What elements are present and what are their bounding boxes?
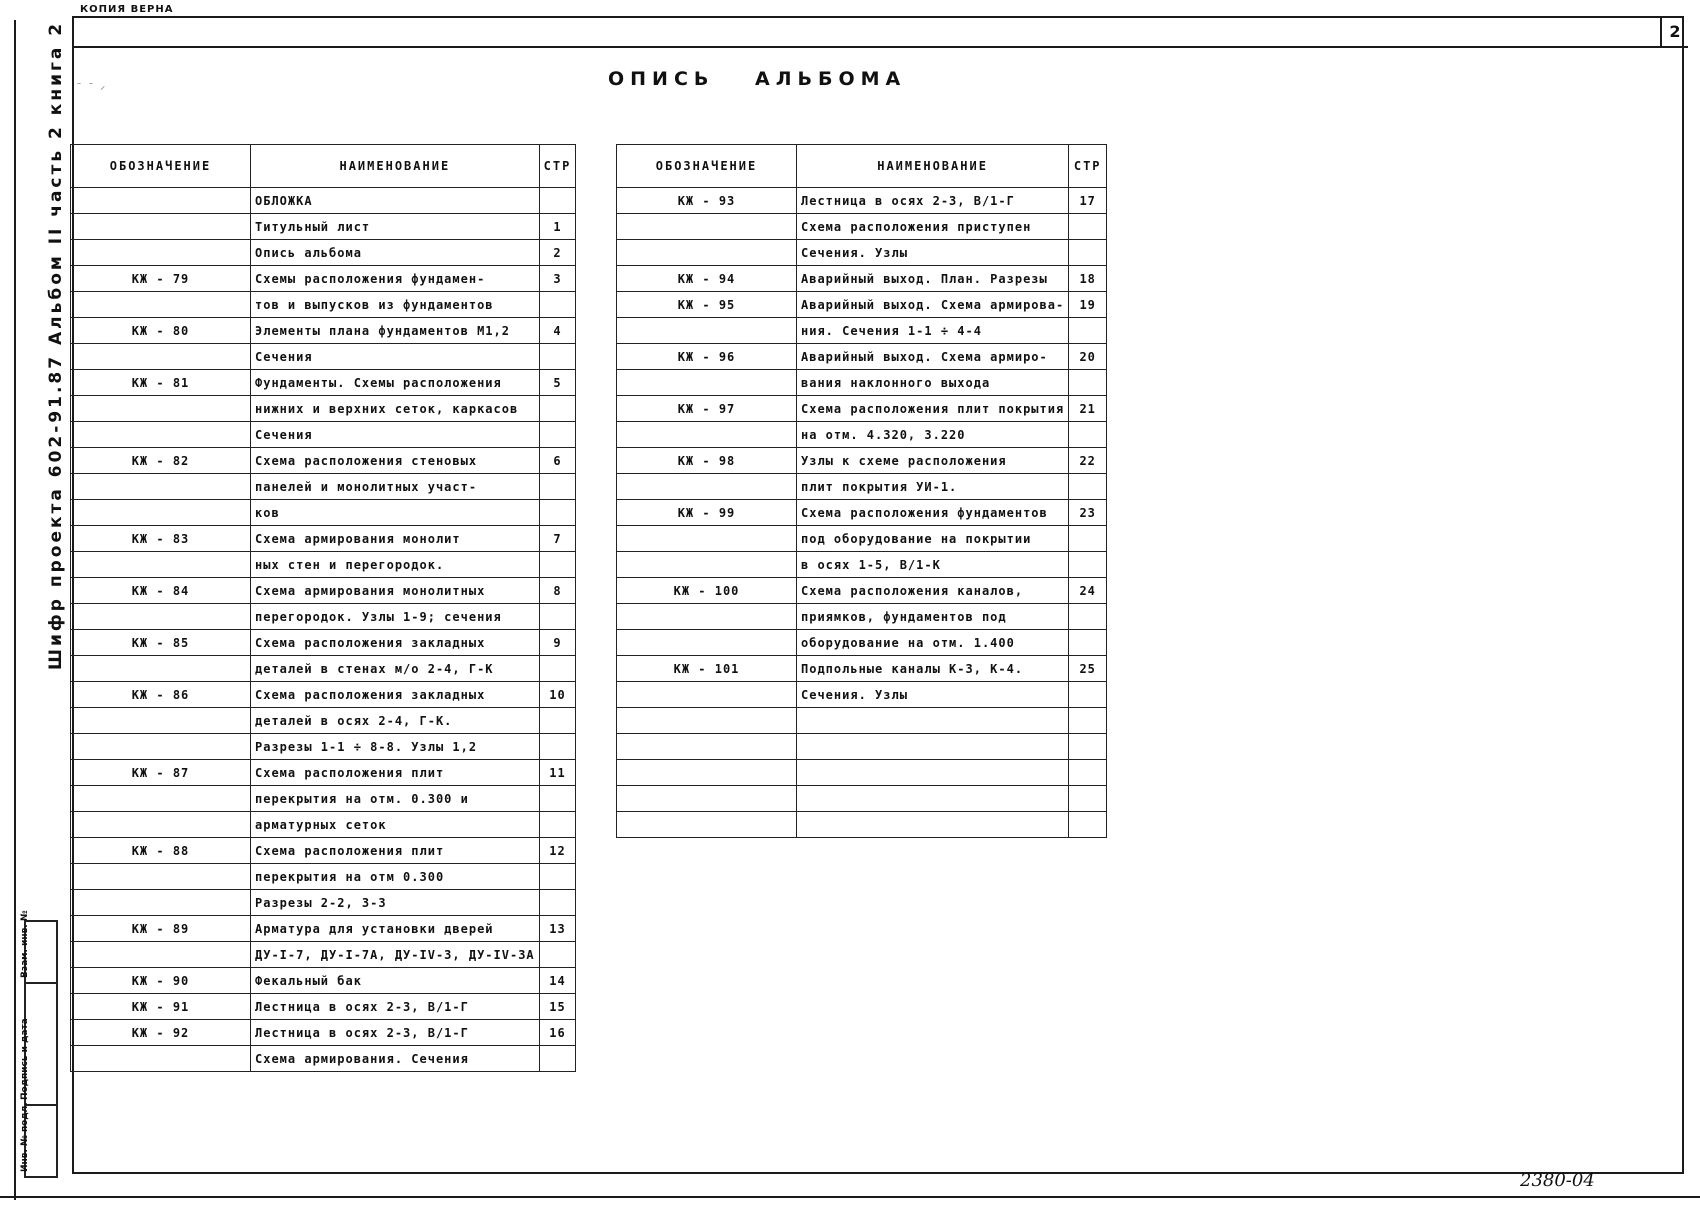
cell-name: нижних и верхних сеток, каркасов bbox=[251, 396, 540, 422]
cell-name: Фундаменты. Схемы расположения bbox=[251, 370, 540, 396]
cell-page: 10 bbox=[539, 682, 576, 708]
cell-designation bbox=[71, 422, 251, 448]
cell-designation: КЖ - 100 bbox=[617, 578, 797, 604]
cell-designation: КЖ - 85 bbox=[71, 630, 251, 656]
table-row bbox=[71, 838, 576, 864]
table-row bbox=[71, 266, 576, 292]
table-row bbox=[71, 630, 576, 656]
cell-name: Арматура для установки дверей bbox=[251, 916, 540, 942]
cell-page: 13 bbox=[539, 916, 576, 942]
cell-designation bbox=[617, 422, 797, 448]
stamp-label: Взам. инв. № bbox=[20, 910, 30, 978]
cell-designation: КЖ - 94 bbox=[617, 266, 797, 292]
table-row bbox=[71, 734, 576, 760]
cell-name: ДУ-I-7, ДУ-I-7А, ДУ-IV-3, ДУ-IV-3А bbox=[251, 942, 540, 968]
cell-designation: КЖ - 90 bbox=[71, 968, 251, 994]
cell-name: Подпольные каналы К-3, К-4. bbox=[797, 656, 1069, 682]
table-row bbox=[71, 994, 576, 1020]
cell-name: приямков, фундаментов под bbox=[797, 604, 1069, 630]
table-row bbox=[71, 942, 576, 968]
cell-page bbox=[1069, 474, 1107, 500]
cell-designation bbox=[617, 682, 797, 708]
table-row bbox=[71, 188, 576, 214]
table-row bbox=[71, 1020, 576, 1046]
cell-designation bbox=[71, 552, 251, 578]
table-row bbox=[71, 526, 576, 552]
cell-name: Аварийный выход. Схема армиро- bbox=[797, 344, 1069, 370]
table-row bbox=[617, 344, 1107, 370]
column-header-designation: ОБОЗНАЧЕНИЕ bbox=[71, 145, 251, 188]
cell-designation: КЖ - 79 bbox=[71, 266, 251, 292]
cell-name: Лестница в осях 2-3, В/1-Г bbox=[251, 1020, 540, 1046]
cell-designation: КЖ - 82 bbox=[71, 448, 251, 474]
cell-page bbox=[539, 812, 576, 838]
column-header-designation: ОБОЗНАЧЕНИЕ bbox=[617, 145, 797, 188]
cell-page bbox=[1069, 630, 1107, 656]
table-row bbox=[617, 500, 1107, 526]
cell-page bbox=[539, 188, 576, 214]
cell-page bbox=[539, 864, 576, 890]
cell-designation bbox=[617, 630, 797, 656]
cell-name: тов и выпусков из фундаментов bbox=[251, 292, 540, 318]
table-row bbox=[71, 396, 576, 422]
cell-name: арматурных сеток bbox=[251, 812, 540, 838]
cell-page bbox=[1069, 552, 1107, 578]
cell-designation bbox=[617, 240, 797, 266]
cell-page bbox=[539, 656, 576, 682]
table-body bbox=[617, 188, 1107, 838]
cell-designation: КЖ - 99 bbox=[617, 500, 797, 526]
cell-designation: КЖ - 87 bbox=[71, 760, 251, 786]
table-row bbox=[71, 552, 576, 578]
cell-designation: КЖ - 88 bbox=[71, 838, 251, 864]
cell-name: Схема расположения закладных bbox=[251, 630, 540, 656]
cell-designation bbox=[71, 500, 251, 526]
copy-stamp: КОПИЯ ВЕРНА bbox=[80, 4, 174, 15]
cell-name: в осях 1-5, В/1-К bbox=[797, 552, 1069, 578]
column-header-name: НАИМЕНОВАНИЕ bbox=[251, 145, 540, 188]
cell-designation: КЖ - 96 bbox=[617, 344, 797, 370]
cell-page: 2 bbox=[539, 240, 576, 266]
cell-designation bbox=[617, 786, 797, 812]
cell-page bbox=[539, 344, 576, 370]
cell-page bbox=[539, 942, 576, 968]
sheet-bottom-edge bbox=[0, 1196, 1700, 1198]
table-row bbox=[617, 370, 1107, 396]
cell-page bbox=[539, 474, 576, 500]
cell-page bbox=[1069, 422, 1107, 448]
table-row bbox=[617, 214, 1107, 240]
cell-page bbox=[1069, 526, 1107, 552]
cell-designation: КЖ - 89 bbox=[71, 916, 251, 942]
cell-page: 11 bbox=[539, 760, 576, 786]
table-row bbox=[71, 864, 576, 890]
cell-name: ных стен и перегородок. bbox=[251, 552, 540, 578]
cell-designation bbox=[617, 214, 797, 240]
cell-designation bbox=[617, 734, 797, 760]
cell-page: 6 bbox=[539, 448, 576, 474]
cell-name: перекрытия на отм. 0.300 и bbox=[251, 786, 540, 812]
cell-page: 8 bbox=[539, 578, 576, 604]
table-row bbox=[617, 786, 1107, 812]
cell-name: Схема расположения приступен bbox=[797, 214, 1069, 240]
cell-page bbox=[1069, 760, 1107, 786]
cell-name: перегородок. Узлы 1-9; сечения bbox=[251, 604, 540, 630]
cell-name: деталей в стенах м/о 2-4, Г-К bbox=[251, 656, 540, 682]
sheet-left-edge bbox=[14, 20, 16, 1200]
cell-designation bbox=[71, 734, 251, 760]
cell-name: Схема расположения плит bbox=[251, 838, 540, 864]
cell-name: Опись альбома bbox=[251, 240, 540, 266]
cell-name: деталей в осях 2-4, Г-К. bbox=[251, 708, 540, 734]
cell-designation bbox=[71, 708, 251, 734]
table-row bbox=[617, 266, 1107, 292]
frame-header-line bbox=[72, 46, 1684, 48]
table-row bbox=[617, 318, 1107, 344]
cell-designation bbox=[71, 214, 251, 240]
cell-designation bbox=[617, 708, 797, 734]
table-row bbox=[617, 630, 1107, 656]
cell-page bbox=[1069, 734, 1107, 760]
cell-page: 18 bbox=[1069, 266, 1107, 292]
table-row bbox=[71, 890, 576, 916]
cell-page: 19 bbox=[1069, 292, 1107, 318]
cell-designation bbox=[71, 188, 251, 214]
cell-name: Лестница в осях 2-3, В/1-Г bbox=[251, 994, 540, 1020]
cell-page bbox=[539, 786, 576, 812]
cell-designation bbox=[71, 292, 251, 318]
table-row bbox=[71, 448, 576, 474]
cell-page bbox=[539, 708, 576, 734]
cell-name: Схема армирования монолитных bbox=[251, 578, 540, 604]
project-caption: Шифр проекта 602-91.87 Альбом II часть 2 книга 2 bbox=[46, 20, 66, 670]
cell-name: Схема расположения плит bbox=[251, 760, 540, 786]
album-index-table-right bbox=[616, 144, 1107, 838]
cell-page bbox=[1069, 240, 1107, 266]
cell-designation bbox=[71, 344, 251, 370]
table-row bbox=[71, 318, 576, 344]
cell-name: Лестница в осях 2-3, В/1-Г bbox=[797, 188, 1069, 214]
table-row bbox=[71, 344, 576, 370]
table-row bbox=[71, 292, 576, 318]
cell-designation: КЖ - 86 bbox=[71, 682, 251, 708]
cell-designation bbox=[617, 474, 797, 500]
cell-page bbox=[539, 422, 576, 448]
cell-designation: КЖ - 91 bbox=[71, 994, 251, 1020]
cell-designation bbox=[617, 812, 797, 838]
table-row bbox=[617, 422, 1107, 448]
stamp-label: Инв. № подл. bbox=[20, 1102, 30, 1172]
table-row bbox=[71, 656, 576, 682]
sheet-number: 2 bbox=[1660, 18, 1688, 48]
cell-page: 3 bbox=[539, 266, 576, 292]
cell-page bbox=[539, 604, 576, 630]
stamp-blank-column bbox=[34, 920, 58, 1178]
cell-page bbox=[1069, 812, 1107, 838]
cell-page: 9 bbox=[539, 630, 576, 656]
cell-name: Схема расположения каналов, bbox=[797, 578, 1069, 604]
cell-page: 4 bbox=[539, 318, 576, 344]
cell-name: Элементы плана фундаментов М1,2 bbox=[251, 318, 540, 344]
table-row bbox=[617, 760, 1107, 786]
table-row bbox=[71, 422, 576, 448]
cell-designation: КЖ - 97 bbox=[617, 396, 797, 422]
cell-designation: КЖ - 84 bbox=[71, 578, 251, 604]
cell-page: 7 bbox=[539, 526, 576, 552]
table-row bbox=[617, 240, 1107, 266]
cell-name: оборудование на отм. 1.400 bbox=[797, 630, 1069, 656]
table-row bbox=[617, 396, 1107, 422]
cell-page: 20 bbox=[1069, 344, 1107, 370]
table-row bbox=[617, 552, 1107, 578]
cell-name: Схема расположения закладных bbox=[251, 682, 540, 708]
cell-designation bbox=[617, 604, 797, 630]
cell-name: Фекальный бак bbox=[251, 968, 540, 994]
table-row bbox=[71, 1046, 576, 1072]
inventory-number: 2380-04 bbox=[1520, 1170, 1595, 1191]
cell-designation bbox=[71, 396, 251, 422]
cell-page bbox=[1069, 604, 1107, 630]
page-title: ОПИСЬ АЛЬБОМА bbox=[608, 68, 907, 90]
cell-name: Сечения. Узлы bbox=[797, 240, 1069, 266]
cell-page: 24 bbox=[1069, 578, 1107, 604]
cell-designation: КЖ - 101 bbox=[617, 656, 797, 682]
cell-designation bbox=[617, 318, 797, 344]
cell-page: 15 bbox=[539, 994, 576, 1020]
table-row bbox=[617, 474, 1107, 500]
table-row bbox=[71, 578, 576, 604]
table-row bbox=[617, 812, 1107, 838]
table-row bbox=[71, 370, 576, 396]
cell-designation bbox=[71, 890, 251, 916]
cell-page: 23 bbox=[1069, 500, 1107, 526]
table-header-row bbox=[71, 145, 576, 188]
cell-page: 16 bbox=[539, 1020, 576, 1046]
cell-page bbox=[539, 396, 576, 422]
cell-name: ния. Сечения 1-1 ÷ 4-4 bbox=[797, 318, 1069, 344]
cell-page bbox=[1069, 370, 1107, 396]
table-row bbox=[71, 812, 576, 838]
table-row bbox=[617, 656, 1107, 682]
table-row bbox=[71, 604, 576, 630]
table-body bbox=[71, 188, 576, 1072]
cell-name: Титульный лист bbox=[251, 214, 540, 240]
table-row bbox=[71, 786, 576, 812]
cell-name: Узлы к схеме расположения bbox=[797, 448, 1069, 474]
cell-page bbox=[1069, 708, 1107, 734]
cell-name: Схемы расположения фундамен- bbox=[251, 266, 540, 292]
cell-page: 5 bbox=[539, 370, 576, 396]
cell-name: ков bbox=[251, 500, 540, 526]
cell-page: 12 bbox=[539, 838, 576, 864]
cell-designation: КЖ - 92 bbox=[71, 1020, 251, 1046]
cell-designation bbox=[71, 786, 251, 812]
cell-name: перекрытия на отм 0.300 bbox=[251, 864, 540, 890]
cell-name: Схема армирования. Сечения bbox=[251, 1046, 540, 1072]
cell-designation: КЖ - 80 bbox=[71, 318, 251, 344]
cell-page: 25 bbox=[1069, 656, 1107, 682]
cell-name: Сечения bbox=[251, 344, 540, 370]
pencil-mark: ⁻ ⁻ ⸝ bbox=[76, 81, 106, 92]
table-row bbox=[617, 734, 1107, 760]
cell-designation bbox=[71, 474, 251, 500]
cell-name: Разрезы 2-2, 3-3 bbox=[251, 890, 540, 916]
cell-designation bbox=[617, 370, 797, 396]
cell-name: Сечения bbox=[251, 422, 540, 448]
cell-name: ОБЛОЖКА bbox=[251, 188, 540, 214]
cell-name: плит покрытия УИ-1. bbox=[797, 474, 1069, 500]
cell-designation bbox=[617, 526, 797, 552]
cell-name: Схема расположения плит покрытия bbox=[797, 396, 1069, 422]
cell-page bbox=[539, 1046, 576, 1072]
cell-designation bbox=[617, 760, 797, 786]
table-row bbox=[617, 604, 1107, 630]
column-header-page: СТР bbox=[1069, 145, 1107, 188]
cell-name: Сечения. Узлы bbox=[797, 682, 1069, 708]
cell-page bbox=[1069, 214, 1107, 240]
cell-page bbox=[539, 292, 576, 318]
cell-name: Схема расположения фундаментов bbox=[797, 500, 1069, 526]
table-row bbox=[617, 708, 1107, 734]
cell-page: 14 bbox=[539, 968, 576, 994]
cell-designation: КЖ - 93 bbox=[617, 188, 797, 214]
column-header-name: НАИМЕНОВАНИЕ bbox=[797, 145, 1069, 188]
cell-page bbox=[539, 500, 576, 526]
cell-designation bbox=[71, 240, 251, 266]
cell-name bbox=[797, 734, 1069, 760]
table-row bbox=[617, 682, 1107, 708]
cell-designation bbox=[617, 552, 797, 578]
cell-name: под оборудование на покрытии bbox=[797, 526, 1069, 552]
cell-page bbox=[1069, 786, 1107, 812]
cell-page bbox=[1069, 318, 1107, 344]
cell-name: Аварийный выход. Схема армирова- bbox=[797, 292, 1069, 318]
cell-designation bbox=[71, 1046, 251, 1072]
cell-page: 21 bbox=[1069, 396, 1107, 422]
cell-page bbox=[539, 890, 576, 916]
table-row bbox=[71, 916, 576, 942]
table-row bbox=[71, 682, 576, 708]
cell-page: 1 bbox=[539, 214, 576, 240]
cell-name: панелей и монолитных участ- bbox=[251, 474, 540, 500]
table-row bbox=[617, 526, 1107, 552]
cell-name bbox=[797, 760, 1069, 786]
table-row bbox=[617, 188, 1107, 214]
cell-designation bbox=[71, 864, 251, 890]
table-row bbox=[71, 500, 576, 526]
cell-designation bbox=[71, 656, 251, 682]
cell-name: Разрезы 1-1 ÷ 8-8. Узлы 1,2 bbox=[251, 734, 540, 760]
cell-page bbox=[1069, 682, 1107, 708]
cell-page: 22 bbox=[1069, 448, 1107, 474]
cell-designation: КЖ - 81 bbox=[71, 370, 251, 396]
cell-designation bbox=[71, 604, 251, 630]
cell-name: вания наклонного выхода bbox=[797, 370, 1069, 396]
cell-name: Схема расположения стеновых bbox=[251, 448, 540, 474]
table-row bbox=[71, 968, 576, 994]
cell-designation: КЖ - 98 bbox=[617, 448, 797, 474]
cell-designation bbox=[71, 942, 251, 968]
cell-name: на отм. 4.320, 3.220 bbox=[797, 422, 1069, 448]
cell-name bbox=[797, 708, 1069, 734]
table-row bbox=[71, 708, 576, 734]
album-index-table-left bbox=[70, 144, 576, 1072]
table-row bbox=[617, 292, 1107, 318]
table-row bbox=[71, 240, 576, 266]
table-row bbox=[71, 474, 576, 500]
cell-designation bbox=[71, 812, 251, 838]
cell-page bbox=[539, 552, 576, 578]
cell-name bbox=[797, 812, 1069, 838]
table-row bbox=[617, 578, 1107, 604]
cell-name: Схема армирования монолит bbox=[251, 526, 540, 552]
cell-page: 17 bbox=[1069, 188, 1107, 214]
stamp-label: Подпись и дата bbox=[20, 1018, 30, 1100]
column-header-page: СТР bbox=[539, 145, 576, 188]
cell-page bbox=[539, 734, 576, 760]
table-row bbox=[71, 760, 576, 786]
table-row bbox=[617, 448, 1107, 474]
cell-name bbox=[797, 786, 1069, 812]
cell-name: Аварийный выход. План. Разрезы bbox=[797, 266, 1069, 292]
cell-designation: КЖ - 95 bbox=[617, 292, 797, 318]
cell-designation: КЖ - 83 bbox=[71, 526, 251, 552]
table-row bbox=[71, 214, 576, 240]
table-header-row bbox=[617, 145, 1107, 188]
